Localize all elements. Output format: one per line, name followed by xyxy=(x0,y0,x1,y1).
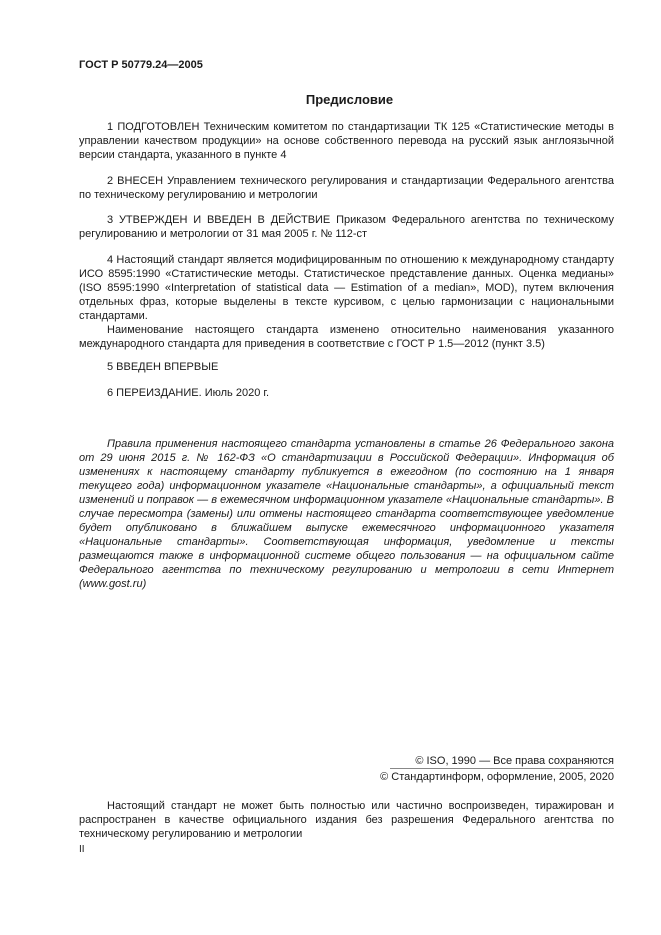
section-4-note: Наименование настоящего стандарта изменено относительно наименования указанного международного стандарта для приведения в соответствие с ГОСТ Р 1.5—2012 (пункт 3.5) xyxy=(79,324,614,350)
reproduction-notice-text: Настоящий стандарт не может быть полностью или частично воспроизведен, тиражирован и распространен в качестве официального издания без разрешения Федерального агентства по техническому регулированию и метрологии xyxy=(79,800,614,840)
section-3-text: 3 УТВЕРЖДЕН И ВВЕДЕН В ДЕЙСТВИЕ Приказом Федерального агентства по техническому регулированию и метрологии от 31 мая 2005 г. № 112-ст xyxy=(79,214,614,240)
section-1 xyxy=(79,120,614,162)
page-number: II xyxy=(79,844,85,855)
rules-notice xyxy=(79,437,614,591)
copyright-standartinform: © Стандартинформ, оформление, 2005, 2020 xyxy=(380,771,614,783)
rules-notice-text: Правила применения настоящего стандарта установлены в статье 26 Федерального закона от 29 июня 2015 г. № 162-ФЗ «О стандартизации в Российской Федерации». Информация об изменениях к настоящему стандарту публикуется в ежегодном (по состоянию на 1 января текущего года) информационном указателе «Национальные стандарты», а официальный текст изменений и поправок — в ежемесячном информационном указателе «Национальные стандарты». В случае пересмотра (замены) или отмены настоящего стандарта соответствующее уведомление будет опубликовано в ближайшем выпуске ежемесячного информационного указателя «Национальные стандарты». Соответствующая информация, уведомление и тексты размещаются также в информационной системе общего пользования — на официальном сайте Федерального агентства по техническому регулированию и метрологии в сети Интернет (www.gost.ru) xyxy=(79,438,614,590)
section-5 xyxy=(79,360,614,374)
section-6 xyxy=(79,386,614,400)
reproduction-notice xyxy=(79,799,614,841)
section-5-text: 5 ВВЕДЕН ВПЕРВЫЕ xyxy=(107,361,219,373)
section-4 xyxy=(79,253,614,351)
page-title: Предисловие xyxy=(305,92,394,107)
section-6-text: 6 ПЕРЕИЗДАНИЕ. Июль 2020 г. xyxy=(107,387,270,399)
copyright-divider xyxy=(390,768,614,769)
section-2 xyxy=(79,174,614,202)
section-2-text: 2 ВНЕСЕН Управлением технического регулирования и стандартизации Федерального агентства по техническому регулированию и метрологии xyxy=(79,175,614,201)
standard-id: ГОСТ Р 50779.24—2005 xyxy=(79,59,203,71)
section-1-text: 1 ПОДГОТОВЛЕН Техническим комитетом по стандартизации ТК 125 «Статистические методы в управлении качеством продукции» на основе собственного перевода на русский язык англоязычной версии стандарта, указанного в пункте 4 xyxy=(79,121,614,161)
section-3 xyxy=(79,213,614,241)
section-4-text: 4 Настоящий стандарт является модифицированным по отношению к международному стандарту ИСО 8595:1990 «Статистические методы. Статистическое представление данных. Оценка медианы» (ISO 8595:1990 «Interpretation of statistical data — Estimation of a median», MOD), путем включения отдельных фраз, которые выделены в тексте курсивом, с целью гармонизации с национальными стандартами. xyxy=(79,254,614,322)
copyright-iso: © ISO, 1990 — Все права сохраняются xyxy=(415,755,614,767)
